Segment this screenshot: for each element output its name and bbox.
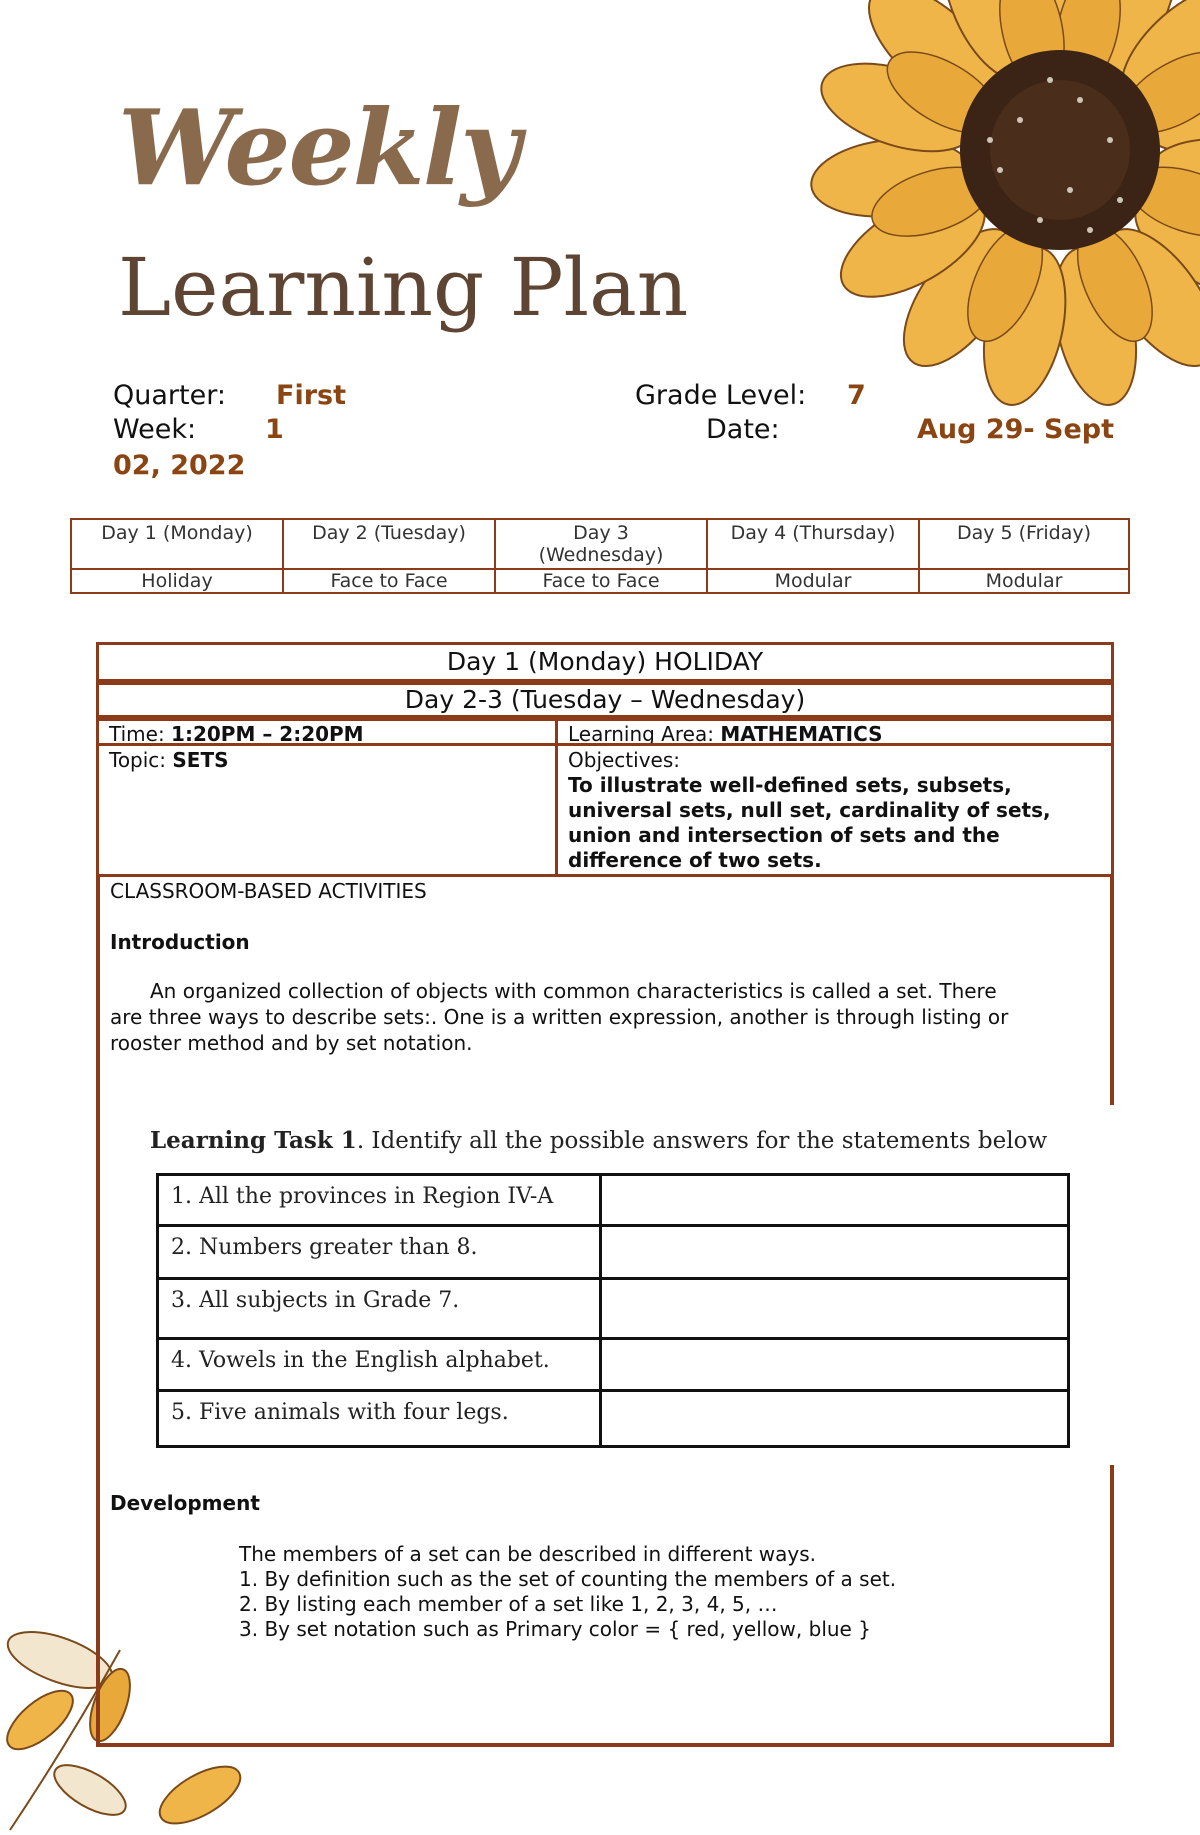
schedule-mode: Holiday [72,570,284,592]
task-question: 3. All subjects in Grade 7. [159,1280,602,1337]
learning-task-label: Learning Task 1 [150,1127,357,1154]
task-answer-cell[interactable] [602,1280,1067,1337]
development-line: 2. By listing each member of a set like 1, 2, 3, 4, 5, … [239,1592,778,1616]
objectives-line: union and intersection of sets and the [568,823,1000,847]
development-line: 3. By set notation such as Primary color = { red, yellow, blue } [239,1617,871,1641]
objectives-line: To illustrate well-defined sets, subsets, [568,773,1012,797]
schedule-day: Day 2 (Tuesday) [284,520,496,568]
table-row [159,1227,1067,1280]
objectives-cell [555,743,1114,877]
task-answer-cell[interactable] [602,1227,1067,1277]
title-learning-plan: Learning Plan [118,241,689,334]
learning-area-label: Learning Area: [568,722,721,746]
date-label: Date: [706,414,780,445]
box-right-border-top [1110,877,1114,1105]
quarter-label: Quarter: [113,380,226,411]
schedule-mode: Face to Face [496,570,708,592]
title-weekly: Weekly [118,86,519,209]
weekly-schedule-table [70,518,1130,594]
week-value: 1 [265,414,284,445]
intro-paragraph-line: rooster method and by set notation. [110,1031,473,1055]
leaves-illustration [0,1630,260,1835]
objectives-label: Objectives: [568,748,680,772]
topic-label: Topic: [109,748,173,772]
development-heading: Development [110,1491,260,1515]
development-line: 1. By definition such as the set of counting the members of a set. [239,1567,897,1591]
grade-level-value: 7 [847,380,866,411]
schedule-day-line: Day 3 [573,522,629,544]
task-question: 2. Numbers greater than 8. [159,1227,602,1277]
learning-area-cell [555,718,1114,746]
intro-paragraph-line: are three ways to describe sets:. One is a written expression, another is through listing or [110,1005,1009,1029]
box-left-border [96,877,100,1747]
learning-task-title [150,1127,1047,1154]
schedule-day: Day 5 (Friday) [956,522,1092,544]
table-row [159,1392,1067,1445]
objectives-line: universal sets, null set, cardinality of sets, [568,798,1051,822]
schedule-day-line: (Wednesday) [538,544,664,566]
schedule-mode: Modular [985,570,1063,592]
learning-area-value: MATHEMATICS [720,722,883,746]
task-answer-cell[interactable] [602,1176,1067,1224]
intro-paragraph-line: An organized collection of objects with common characteristics is called a set. There [150,979,997,1003]
development-line: The members of a set can be described in different ways. [239,1542,817,1566]
introduction-heading: Introduction [110,930,250,954]
table-row [159,1340,1067,1392]
task-question: 1. All the provinces in Region IV-A [159,1176,602,1224]
date-value-continued: 02, 2022 [113,450,246,481]
objectives-line: difference of two sets. [568,848,822,872]
schedule-day [496,520,708,568]
task-answer-cell[interactable] [602,1392,1067,1445]
quarter-value: First [276,380,346,411]
date-value: Aug 29- Sept [917,414,1115,445]
schedule-mode: Modular [708,570,920,592]
schedule-day: Day 4 (Thursday) [708,520,920,568]
schedule-mode: Face to Face [284,570,496,592]
time-cell [96,718,558,746]
sunflower-illustration [760,0,1200,420]
task-question: 4. Vowels in the English alphabet. [159,1340,602,1389]
schedule-day: Day 1 (Monday) [72,520,284,568]
grade-level-label: Grade Level: [635,380,807,411]
topic-cell [96,743,558,877]
learning-task-table [156,1173,1070,1448]
topic-value: SETS [172,748,229,772]
task-answer-cell[interactable] [602,1340,1067,1389]
day1-band: Day 1 (Monday) HOLIDAY [96,642,1114,682]
classroom-activities-heading: CLASSROOM-BASED ACTIVITIES [110,879,427,903]
table-row [159,1176,1067,1227]
task-question: 5. Five animals with four legs. [159,1392,602,1445]
day2-3-band: Day 2-3 (Tuesday – Wednesday) [96,682,1114,718]
time-value: 1:20PM – 2:20PM [171,722,364,746]
box-bottom-border [96,1743,1114,1747]
table-row [159,1280,1067,1340]
learning-task-instruction: . Identify all the possible answers for the statements below [356,1128,1048,1154]
time-label: Time: [109,722,172,746]
box-right-border-bottom [1110,1465,1114,1747]
week-label: Week: [113,414,197,445]
